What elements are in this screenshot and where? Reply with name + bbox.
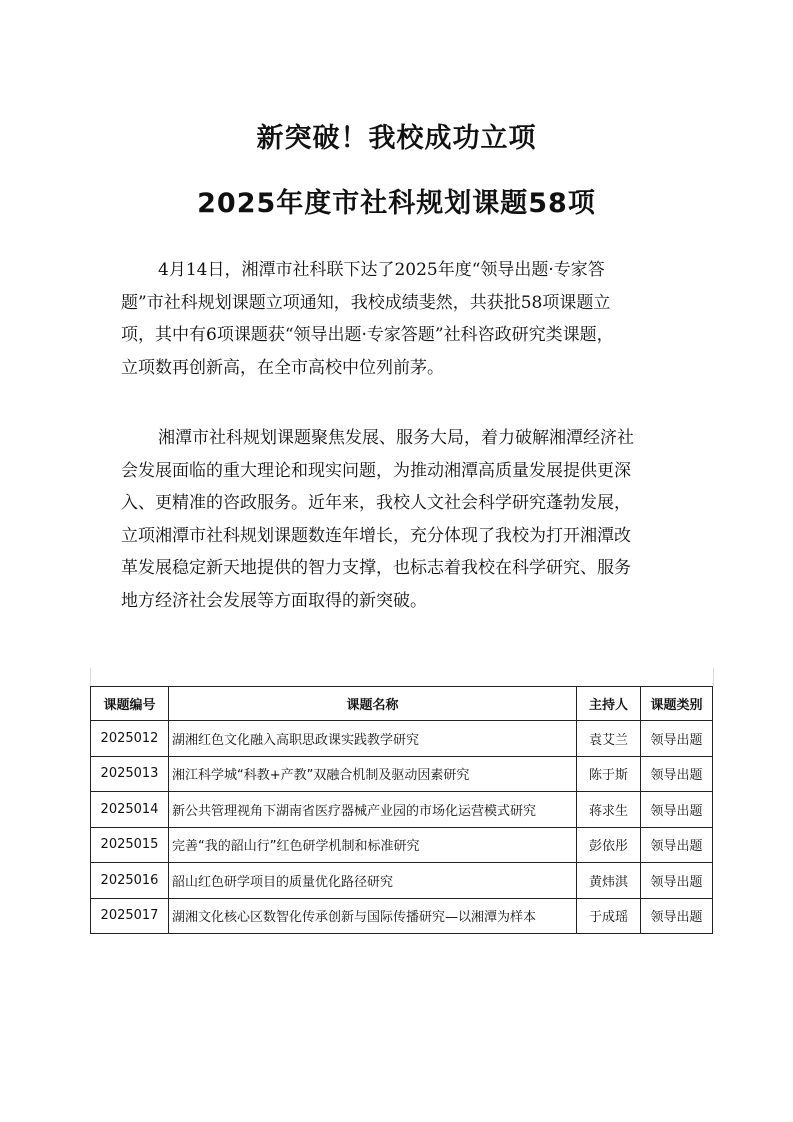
paragraph-2-line: 革发展稳定新天地提供的智力支撑，也标志着我校在科学研究、服务 bbox=[121, 558, 631, 578]
cell-host: 于成瑶 bbox=[577, 898, 641, 934]
cell-name: 新公共管理视角下湖南省医疗器械产业园的市场化运营模式研究 bbox=[169, 792, 577, 828]
table-row bbox=[91, 721, 713, 757]
table-row bbox=[91, 756, 713, 792]
table-row bbox=[91, 827, 713, 863]
project-table-container bbox=[90, 686, 712, 934]
paragraph-1-line: 题”市社科规划课题立项通知，我校成绩斐然，共获批58项课题立 bbox=[121, 292, 611, 313]
cell-type: 领导出题 bbox=[641, 863, 713, 899]
paragraph-2 bbox=[121, 422, 689, 617]
cell-host: 袁艾兰 bbox=[577, 721, 641, 757]
cell-type: 领导出题 bbox=[641, 756, 713, 792]
header-code: 课题编号 bbox=[91, 687, 169, 721]
cell-type: 领导出题 bbox=[641, 898, 713, 934]
project-table bbox=[90, 686, 713, 934]
cell-host: 彭依彤 bbox=[577, 827, 641, 863]
cell-type: 领导出题 bbox=[641, 827, 713, 863]
table-header-row bbox=[91, 687, 713, 721]
spreadsheet-gridline-decoration bbox=[90, 668, 714, 686]
paragraph-1-line: 4月14日，湘潭市社科联下达了2025年度“领导出题·专家答 bbox=[158, 260, 605, 280]
cell-code: 2025017 bbox=[91, 898, 169, 934]
paragraph-1-line: 立项数再创新高，在全市高校中位列前茅。 bbox=[121, 357, 444, 378]
cell-code: 2025013 bbox=[91, 756, 169, 792]
paragraph-2-line: 湘潭市社科规划课题聚焦发展、服务大局，着力破解湘潭经济社 bbox=[158, 428, 634, 448]
page-title-line1: 新突破！我校成功立项 bbox=[256, 123, 537, 154]
cell-code: 2025012 bbox=[91, 721, 169, 757]
paragraph-1 bbox=[121, 254, 689, 384]
cell-type: 领导出题 bbox=[641, 721, 713, 757]
cell-name: 湖湘文化核心区数智化传承创新与国际传播研究—以湘潭为样本 bbox=[169, 898, 577, 934]
page-title-line2: 2025年度市社科规划课题58项 bbox=[197, 188, 596, 219]
paragraph-2-line: 地方经济社会发展等方面取得的新突破。 bbox=[121, 590, 427, 611]
cell-code: 2025015 bbox=[91, 827, 169, 863]
table-row bbox=[91, 898, 713, 934]
paragraph-1-line: 项，其中有6项课题获“领导出题·专家答题”社科咨政研究类课题， bbox=[121, 325, 614, 345]
cell-type: 领导出题 bbox=[641, 792, 713, 828]
paragraph-2-line: 入、更精准的咨政服务。近年来，我校人文社会科学研究蓬勃发展， bbox=[121, 493, 631, 513]
cell-host: 蒋求生 bbox=[577, 792, 641, 828]
cell-code: 2025016 bbox=[91, 863, 169, 899]
table-row bbox=[91, 863, 713, 899]
paragraph-2-line: 会发展面临的重大理论和现实问题，为推动湘潭高质量发展提供更深 bbox=[121, 460, 631, 481]
table-row bbox=[91, 792, 713, 828]
cell-code: 2025014 bbox=[91, 792, 169, 828]
paragraph-2-line: 立项湘潭市社科规划课题数连年增长，充分体现了我校为打开湘潭改 bbox=[121, 525, 631, 546]
cell-name: 湖湘红色文化融入高职思政课实践教学研究 bbox=[169, 721, 577, 757]
cell-host: 黄炜淇 bbox=[577, 863, 641, 899]
cell-name: 韶山红色研学项目的质量优化路径研究 bbox=[169, 863, 577, 899]
header-host: 主持人 bbox=[577, 687, 641, 721]
cell-host: 陈于斯 bbox=[577, 756, 641, 792]
cell-name: 湘江科学城“科教+产教”双融合机制及驱动因素研究 bbox=[169, 756, 577, 792]
header-name: 课题名称 bbox=[169, 687, 577, 721]
header-type: 课题类别 bbox=[641, 687, 713, 721]
cell-name: 完善“我的韶山行”红色研学机制和标准研究 bbox=[169, 827, 577, 863]
